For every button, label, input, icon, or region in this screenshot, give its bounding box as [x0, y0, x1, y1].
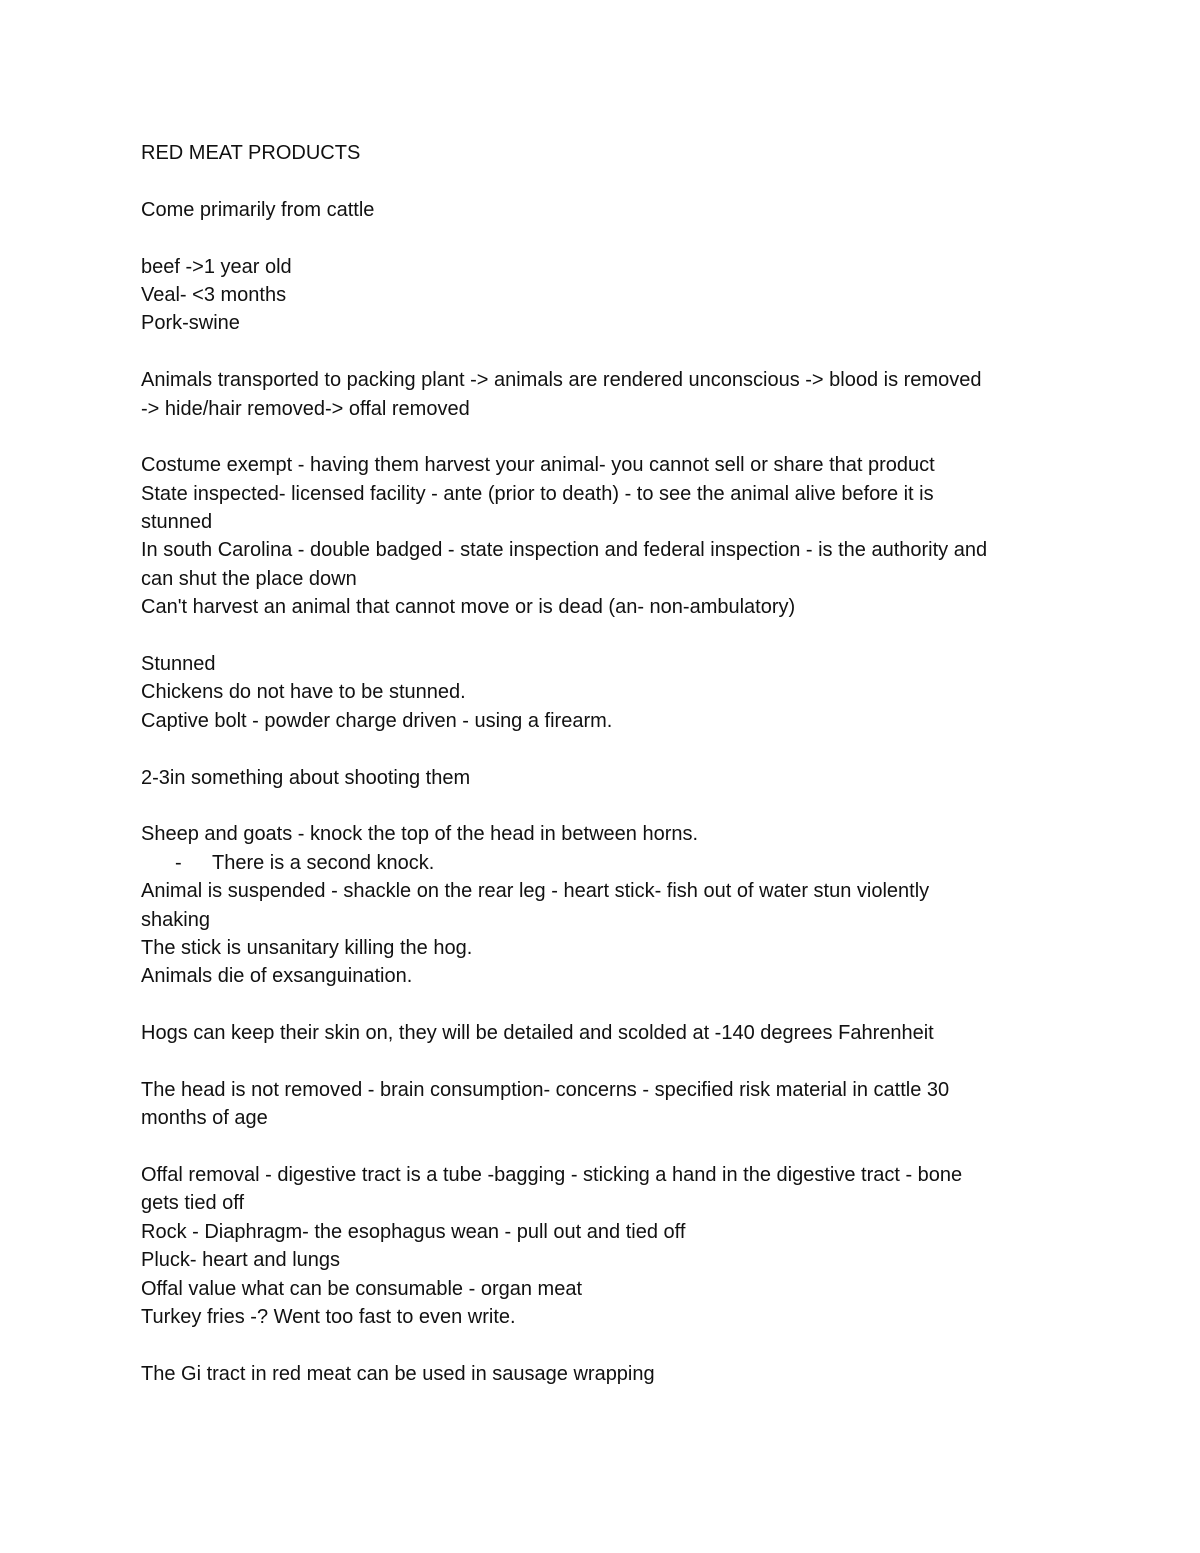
text-line: can shut the place down	[141, 567, 357, 590]
text-line: gets tied off	[141, 1192, 245, 1215]
blank-line	[141, 991, 1081, 1019]
text-line: Can't harvest an animal that cannot move or is dead (an- non-ambulatory)	[141, 596, 796, 619]
text-line: beef ->1 year old	[141, 255, 292, 278]
bullet-dash: -	[175, 851, 182, 874]
text-line: Animals die of exsanguination.	[141, 965, 413, 988]
text-line: State inspected- licensed facility - ante (prior to death) - to see the animal alive before it is	[141, 482, 934, 505]
text-line: -> hide/hair removed-> offal removed	[141, 397, 470, 420]
text-line: In south Carolina - double badged - state inspection and federal inspection - is the authority and	[141, 539, 988, 562]
text-line: stunned	[141, 511, 213, 534]
text-line: The Gi tract in red meat can be used in sausage wrapping	[141, 1362, 655, 1385]
blank-line	[141, 1133, 1081, 1161]
text-line: Costume exempt - having them harvest your animal- you cannot sell or share that product	[141, 454, 935, 477]
text-line: months of age	[141, 1107, 268, 1130]
text-line: shaking	[141, 908, 210, 931]
blank-line	[141, 224, 1081, 252]
text-line: Sheep and goats - knock the top of the head in between horns.	[141, 823, 699, 846]
document-page	[141, 139, 1081, 1388]
blank-line	[141, 338, 1081, 366]
bullet-item	[141, 849, 1081, 877]
text-line: Offal value what can be consumable - organ meat	[141, 1277, 582, 1300]
blank-line	[141, 622, 1081, 650]
document-title: RED MEAT PRODUCTS	[141, 142, 361, 164]
text-line: Animal is suspended - shackle on the rear leg - heart stick- fish out of water stun violently	[141, 880, 930, 903]
text-line: Pluck- heart and lungs	[141, 1249, 341, 1272]
text-line: Veal- <3 months	[141, 283, 287, 306]
text-line: Pork-swine	[141, 312, 240, 335]
text-line: Chickens do not have to be stunned.	[141, 681, 466, 704]
blank-line	[141, 1331, 1081, 1359]
text-line: Captive bolt - powder charge driven - using a firearm.	[141, 709, 613, 732]
text-line: Rock - Diaphragm- the esophagus wean - pull out and tied off	[141, 1220, 686, 1243]
bullet-text: There is a second knock.	[212, 851, 435, 874]
text-line: The head is not removed - brain consumption- concerns - specified risk material in cattle 30	[141, 1078, 950, 1101]
text-line: Come primarily from cattle	[141, 198, 375, 221]
blank-line	[141, 735, 1081, 763]
text-line: The stick is unsanitary killing the hog.	[141, 936, 473, 959]
text-line: Offal removal - digestive tract is a tube -bagging - sticking a hand in the digestive tract - bone	[141, 1164, 963, 1187]
blank-line	[141, 423, 1081, 451]
blank-line	[141, 1048, 1081, 1076]
blank-line	[141, 167, 1081, 195]
text-line: Animals transported to packing plant -> animals are rendered unconscious -> blood is removed	[141, 369, 982, 392]
text-line: Turkey fries -? Went too fast to even write.	[141, 1306, 516, 1329]
text-line: 2-3in something about shooting them	[141, 766, 471, 789]
text-line: Hogs can keep their skin on, they will be detailed and scolded at -140 degrees Fahrenheit	[141, 1022, 934, 1045]
blank-line	[141, 792, 1081, 820]
text-line: Stunned	[141, 653, 216, 676]
